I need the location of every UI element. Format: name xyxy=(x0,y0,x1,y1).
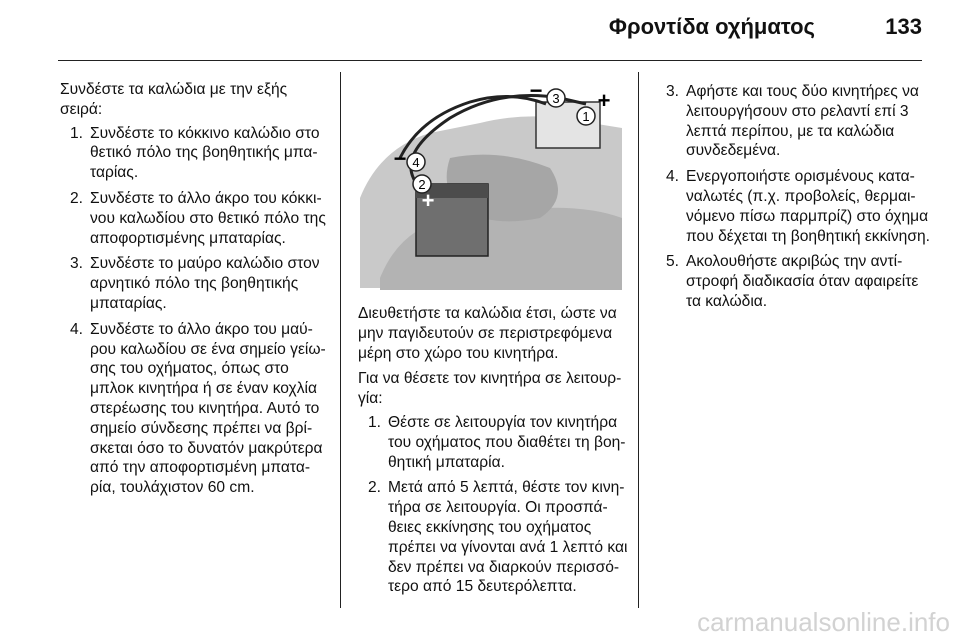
step-number: 4. xyxy=(666,168,680,186)
watermark: carmanualsonline.info xyxy=(697,607,950,637)
step-number: 5. xyxy=(666,253,680,271)
marker-3-label: 3 xyxy=(552,91,560,106)
step-number: 2. xyxy=(70,189,84,207)
page-number: 133 xyxy=(885,14,922,39)
column-divider-1 xyxy=(340,72,341,608)
marker-1-label: 1 xyxy=(582,109,590,124)
step-text: Συνδέστε το άλλο άκρο του μαύ-ρου καλωδίου σε ένα σημείο γείω-σης του οχήματος, όπως στο μπλοκ κινητήρα ή σε έναν κοχλία στερέωσης του κινητήρα. Αυτό το σημείο σύνδεσης πρέπει να βρί-σκεται όσο το δυνατόν μακρύτερα από την αποφορτισμένη μπατα-ρία, τουλάχιστον 60 cm. xyxy=(90,320,326,497)
jump-start-illustration xyxy=(360,78,622,290)
step-text: Ακολουθήστε ακριβώς την αντί-στροφή διαδικασία όταν αφαιρείτε τα καλώδια. xyxy=(686,253,919,310)
header-rule xyxy=(58,60,922,61)
step-text: Συνδέστε το μαύρο καλώδιο στον αρνητικό πόλο της βοηθητικής μπαταρίας. xyxy=(90,255,320,312)
column-2 xyxy=(358,304,628,603)
column-divider-2 xyxy=(638,72,639,608)
engine-bay-drawing xyxy=(360,78,622,290)
step-number: 3. xyxy=(70,255,84,273)
connect-steps xyxy=(60,124,328,498)
step-text: Μετά από 5 λεπτά, θέστε τον κινη-τήρα σε λειτουργία. Οι προσπά-θειες εκκίνησης του οχήματος πρέπει να γίνονται ανά 1 λεπτό και δεν πρέπει να διαρκούν περισσό-τερο από 15 δευτερόλεπτα. xyxy=(388,479,628,596)
list-item xyxy=(60,124,328,183)
column-3 xyxy=(656,78,932,318)
list-item xyxy=(358,413,628,472)
step-number: 4. xyxy=(70,320,84,338)
list-item xyxy=(656,167,932,246)
marker-4-label: 4 xyxy=(412,155,420,170)
section-title: Φροντίδα οχήματος xyxy=(608,14,815,39)
start-steps xyxy=(358,413,628,597)
step-number: 1. xyxy=(70,124,84,142)
step-text: Συνδέστε το κόκκινο καλώδιο στο θετικό πόλο της βοηθητικής μπα-ταρίας. xyxy=(90,124,320,182)
step-number: 1. xyxy=(368,413,382,431)
column-1 xyxy=(60,80,328,504)
list-item xyxy=(358,478,628,597)
step-number: 3. xyxy=(666,83,680,100)
minus-sign-donor: − xyxy=(529,78,543,103)
step-text: Θέστε σε λειτουργία τον κινητήρα του οχήματος που διαθέτει τη βοη-θητική μπαταρία. xyxy=(388,413,626,471)
step-number: 2. xyxy=(368,479,382,497)
plus-sign-discharged: + xyxy=(421,188,435,213)
step-text: Αφήστε και τους δύο κινητήρες να λειτουργήσουν στο ρελαντί επί 3 λεπτά περίπου, με τα καλώδια συνδεδεμένα. xyxy=(686,83,919,160)
step-text: Συνδέστε το άλλο άκρο του κόκκι-νου καλωδίου στο θετικό πόλο της αποφορτισμένης μπαταρίας. xyxy=(90,189,326,247)
intro-text: Συνδέστε τα καλώδια με την εξής σειρά: xyxy=(60,81,288,118)
list-item xyxy=(60,320,328,498)
list-item xyxy=(656,252,932,311)
after-start-steps xyxy=(656,82,932,312)
marker-2-label: 2 xyxy=(418,177,426,192)
list-item xyxy=(656,82,932,161)
list-item xyxy=(60,254,328,313)
minus-sign-ground: − xyxy=(393,146,407,171)
start-engine-intro: Για να θέσετε τον κινητήρα σε λειτουρ-γία: xyxy=(358,370,622,408)
list-item xyxy=(60,189,328,248)
step-text: Ενεργοποιήστε ορισμένους κατα-ναλωτές (π.χ. προβολείς, θερμαι-νόμενο πίσω παρμπρίζ) στο όχημα που δέχεται τη βοηθητική εκκίνηση. xyxy=(686,168,930,245)
cable-routing-text: Διευθετήστε τα καλώδια έτσι, ώστε να μην παγιδευτούν σε περιστρεφόμενα μέρη στο χώρο του κινητήρα. xyxy=(358,305,617,362)
plus-sign-donor: + xyxy=(597,88,611,113)
